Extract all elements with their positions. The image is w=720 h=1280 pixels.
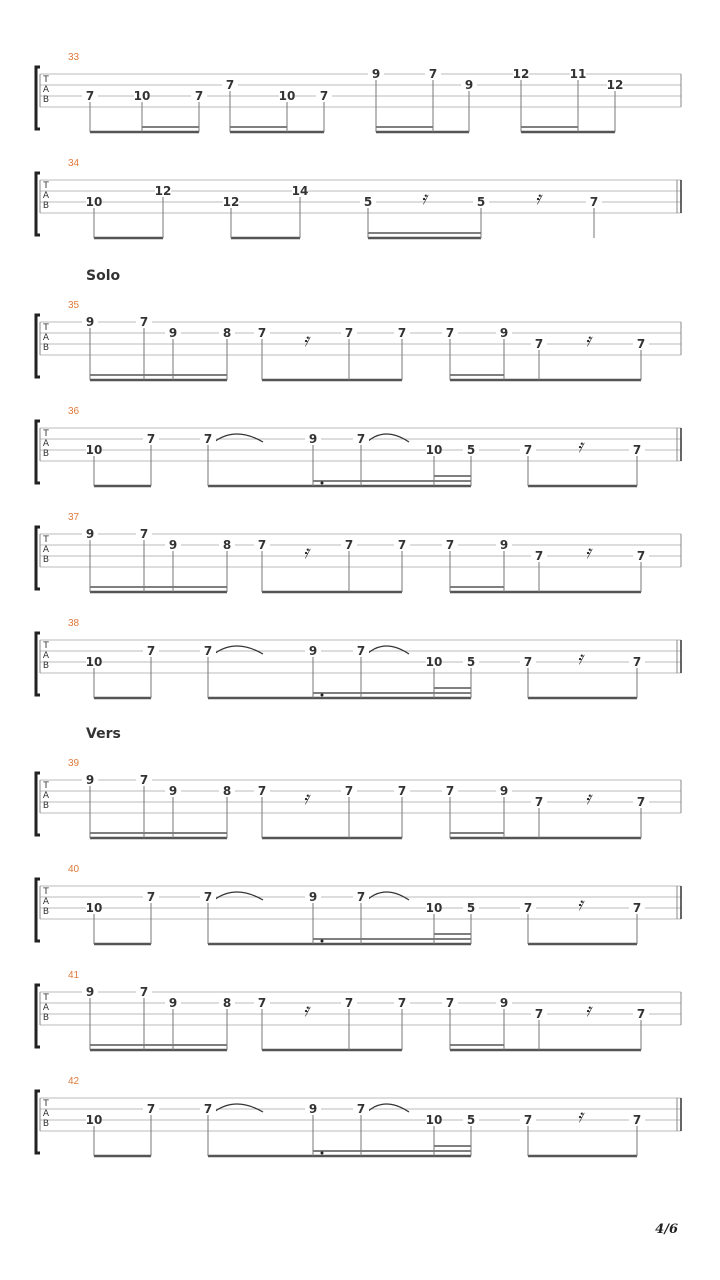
fret-number: 7 [445, 996, 455, 1010]
tab-clef-letter: A [42, 791, 50, 801]
fret-number: 9 [85, 315, 95, 329]
fret-number: 7 [139, 315, 149, 329]
fret-number: 9 [168, 996, 178, 1010]
fret-number: 5 [466, 1113, 476, 1127]
tab-clef-letter: B [42, 1119, 50, 1129]
tab-clef-letter: B [42, 449, 50, 459]
tab-clef-letter: B [42, 555, 50, 565]
rest-symbol: 𝄿 [535, 188, 541, 209]
fret-number: 7 [534, 337, 544, 351]
measure-number: 40 [68, 864, 80, 875]
fret-number: 7 [632, 443, 642, 457]
fret-number: 7 [523, 1113, 533, 1127]
fret-number: 7 [203, 890, 213, 904]
fret-number: 7 [344, 326, 354, 340]
fret-number: 7 [632, 655, 642, 669]
fret-number: 7 [445, 784, 455, 798]
fret-number: 8 [222, 996, 232, 1010]
fret-number: 5 [466, 901, 476, 915]
system-bracket [36, 1091, 40, 1153]
tab-clef-letter: A [42, 897, 50, 907]
fret-number: 7 [344, 996, 354, 1010]
fret-number: 9 [168, 538, 178, 552]
tab-clef-letter: B [42, 201, 50, 211]
fret-number: 5 [476, 195, 486, 209]
tie-arc [214, 1104, 263, 1112]
fret-number: 7 [445, 326, 455, 340]
tab-staff [0, 1086, 720, 1166]
fret-number: 7 [146, 644, 156, 658]
fret-number: 9 [85, 985, 95, 999]
fret-number: 9 [499, 996, 509, 1010]
dot [321, 482, 324, 485]
fret-number: 8 [222, 326, 232, 340]
fret-number: 7 [397, 784, 407, 798]
fret-number: 9 [308, 432, 318, 446]
tab-clef-letter: T [43, 323, 49, 333]
fret-number: 7 [146, 432, 156, 446]
fret-number: 9 [499, 538, 509, 552]
fret-number: 7 [194, 89, 204, 103]
fret-number: 7 [636, 795, 646, 809]
dot [321, 694, 324, 697]
rest-symbol: 𝄿 [303, 330, 309, 351]
fret-number: 7 [636, 1007, 646, 1021]
fret-number: 7 [139, 985, 149, 999]
tie-arc [367, 892, 409, 900]
fret-number: 7 [257, 996, 267, 1010]
fret-number: 5 [466, 443, 476, 457]
fret-number: 12 [222, 195, 240, 209]
fret-number: 9 [168, 326, 178, 340]
fret-number: 7 [146, 1102, 156, 1116]
tab-clef-letter: A [42, 651, 50, 661]
tie-arc [367, 434, 409, 442]
fret-number: 7 [203, 432, 213, 446]
rest-symbol: 𝄿 [577, 894, 583, 915]
fret-number: 7 [356, 890, 366, 904]
fret-number: 7 [523, 655, 533, 669]
section-label: Solo [86, 268, 121, 284]
tab-clef-letter: A [42, 191, 50, 201]
fret-number: 10 [425, 443, 443, 457]
measure-number: 33 [68, 52, 80, 63]
system-bracket [36, 315, 40, 377]
fret-number: 10 [85, 901, 103, 915]
fret-number: 7 [534, 1007, 544, 1021]
fret-number: 7 [356, 1102, 366, 1116]
tie-arc [214, 434, 263, 442]
fret-number: 7 [203, 644, 213, 658]
fret-number: 7 [636, 549, 646, 563]
tab-clef-letter: T [43, 535, 49, 545]
fret-number: 7 [344, 784, 354, 798]
rest-symbol: 𝄿 [585, 788, 591, 809]
tab-staff [0, 980, 720, 1060]
tie-arc [214, 892, 263, 900]
fret-number: 10 [85, 1113, 103, 1127]
measure-number: 34 [68, 158, 80, 169]
fret-number: 10 [85, 443, 103, 457]
fret-number: 7 [139, 773, 149, 787]
system-bracket [36, 173, 40, 235]
system-bracket [36, 985, 40, 1047]
tab-clef-letter: B [42, 661, 50, 671]
tab-staff [0, 168, 720, 248]
fret-number: 7 [225, 78, 235, 92]
tab-clef-letter: A [42, 85, 50, 95]
dot [321, 940, 324, 943]
fret-number: 12 [606, 78, 624, 92]
fret-number: 11 [569, 67, 587, 81]
fret-number: 7 [139, 527, 149, 541]
fret-number: 7 [636, 337, 646, 351]
tab-clef-letter: T [43, 887, 49, 897]
rest-symbol: 𝄿 [303, 542, 309, 563]
fret-number: 7 [428, 67, 438, 81]
system-bracket [36, 527, 40, 589]
tab-staff [0, 522, 720, 602]
fret-number: 10 [425, 1113, 443, 1127]
fret-number: 9 [85, 773, 95, 787]
measure-number: 37 [68, 512, 80, 523]
fret-number: 7 [397, 538, 407, 552]
measure-number: 38 [68, 618, 80, 629]
tab-clef-letter: B [42, 343, 50, 353]
fret-number: 10 [425, 655, 443, 669]
system-bracket [36, 67, 40, 129]
tab-staff [0, 310, 720, 390]
fret-number: 9 [371, 67, 381, 81]
tab-clef-letter: T [43, 1099, 49, 1109]
fret-number: 7 [397, 326, 407, 340]
measure-number: 35 [68, 300, 80, 311]
fret-number: 7 [632, 1113, 642, 1127]
tab-clef-letter: B [42, 907, 50, 917]
tab-clef-letter: B [42, 95, 50, 105]
tie-arc [214, 646, 263, 654]
fret-number: 5 [466, 655, 476, 669]
system-bracket [36, 773, 40, 835]
tab-staff [0, 874, 720, 954]
tab-clef-letter: A [42, 333, 50, 343]
measure-number: 39 [68, 758, 80, 769]
fret-number: 9 [499, 784, 509, 798]
page-number: 4/6 [655, 1222, 678, 1237]
section-label: Vers [86, 726, 121, 742]
fret-number: 7 [257, 326, 267, 340]
fret-number: 10 [85, 195, 103, 209]
fret-number: 10 [278, 89, 296, 103]
dot [321, 1152, 324, 1155]
tab-clef-letter: T [43, 781, 49, 791]
fret-number: 7 [356, 644, 366, 658]
rest-symbol: 𝄿 [585, 1000, 591, 1021]
measure-number: 42 [68, 1076, 80, 1087]
tab-clef-letter: T [43, 641, 49, 651]
fret-number: 9 [308, 644, 318, 658]
fret-number: 9 [168, 784, 178, 798]
fret-number: 12 [512, 67, 530, 81]
fret-number: 7 [203, 1102, 213, 1116]
fret-number: 12 [154, 184, 172, 198]
rest-symbol: 𝄿 [577, 1106, 583, 1127]
fret-number: 14 [291, 184, 309, 198]
tab-staff [0, 768, 720, 848]
fret-number: 10 [85, 655, 103, 669]
fret-number: 10 [425, 901, 443, 915]
fret-number: 7 [534, 549, 544, 563]
fret-number: 8 [222, 784, 232, 798]
rest-symbol: 𝄿 [303, 788, 309, 809]
fret-number: 9 [308, 1102, 318, 1116]
fret-number: 7 [344, 538, 354, 552]
rest-symbol: 𝄿 [421, 188, 427, 209]
rest-symbol: 𝄿 [303, 1000, 309, 1021]
tab-clef-letter: A [42, 1003, 50, 1013]
fret-number: 7 [523, 443, 533, 457]
tab-staff [0, 628, 720, 708]
fret-number: 7 [85, 89, 95, 103]
fret-number: 9 [464, 78, 474, 92]
tab-clef-letter: T [43, 429, 49, 439]
rest-symbol: 𝄿 [585, 542, 591, 563]
tab-staff [0, 62, 720, 142]
rest-symbol: 𝄿 [585, 330, 591, 351]
fret-number: 7 [356, 432, 366, 446]
measure-number: 36 [68, 406, 80, 417]
fret-number: 9 [85, 527, 95, 541]
tab-clef-letter: T [43, 993, 49, 1003]
measure-number: 41 [68, 970, 80, 981]
system-bracket [36, 879, 40, 941]
tab-clef-letter: B [42, 1013, 50, 1023]
fret-number: 7 [146, 890, 156, 904]
rest-symbol: 𝄿 [577, 648, 583, 669]
fret-number: 7 [632, 901, 642, 915]
system-bracket [36, 633, 40, 695]
fret-number: 7 [523, 901, 533, 915]
tab-clef-letter: A [42, 545, 50, 555]
fret-number: 7 [257, 784, 267, 798]
fret-number: 7 [445, 538, 455, 552]
tab-clef-letter: T [43, 181, 49, 191]
tab-clef-letter: A [42, 439, 50, 449]
fret-number: 9 [308, 890, 318, 904]
system-bracket [36, 421, 40, 483]
fret-number: 7 [319, 89, 329, 103]
fret-number: 10 [133, 89, 151, 103]
fret-number: 7 [534, 795, 544, 809]
rest-symbol: 𝄿 [577, 436, 583, 457]
fret-number: 7 [257, 538, 267, 552]
fret-number: 9 [499, 326, 509, 340]
fret-number: 5 [363, 195, 373, 209]
tie-arc [367, 646, 409, 654]
tab-clef-letter: B [42, 801, 50, 811]
tab-staff [0, 416, 720, 496]
tab-clef-letter: T [43, 75, 49, 85]
fret-number: 8 [222, 538, 232, 552]
fret-number: 7 [397, 996, 407, 1010]
fret-number: 7 [589, 195, 599, 209]
tie-arc [367, 1104, 409, 1112]
tab-clef-letter: A [42, 1109, 50, 1119]
